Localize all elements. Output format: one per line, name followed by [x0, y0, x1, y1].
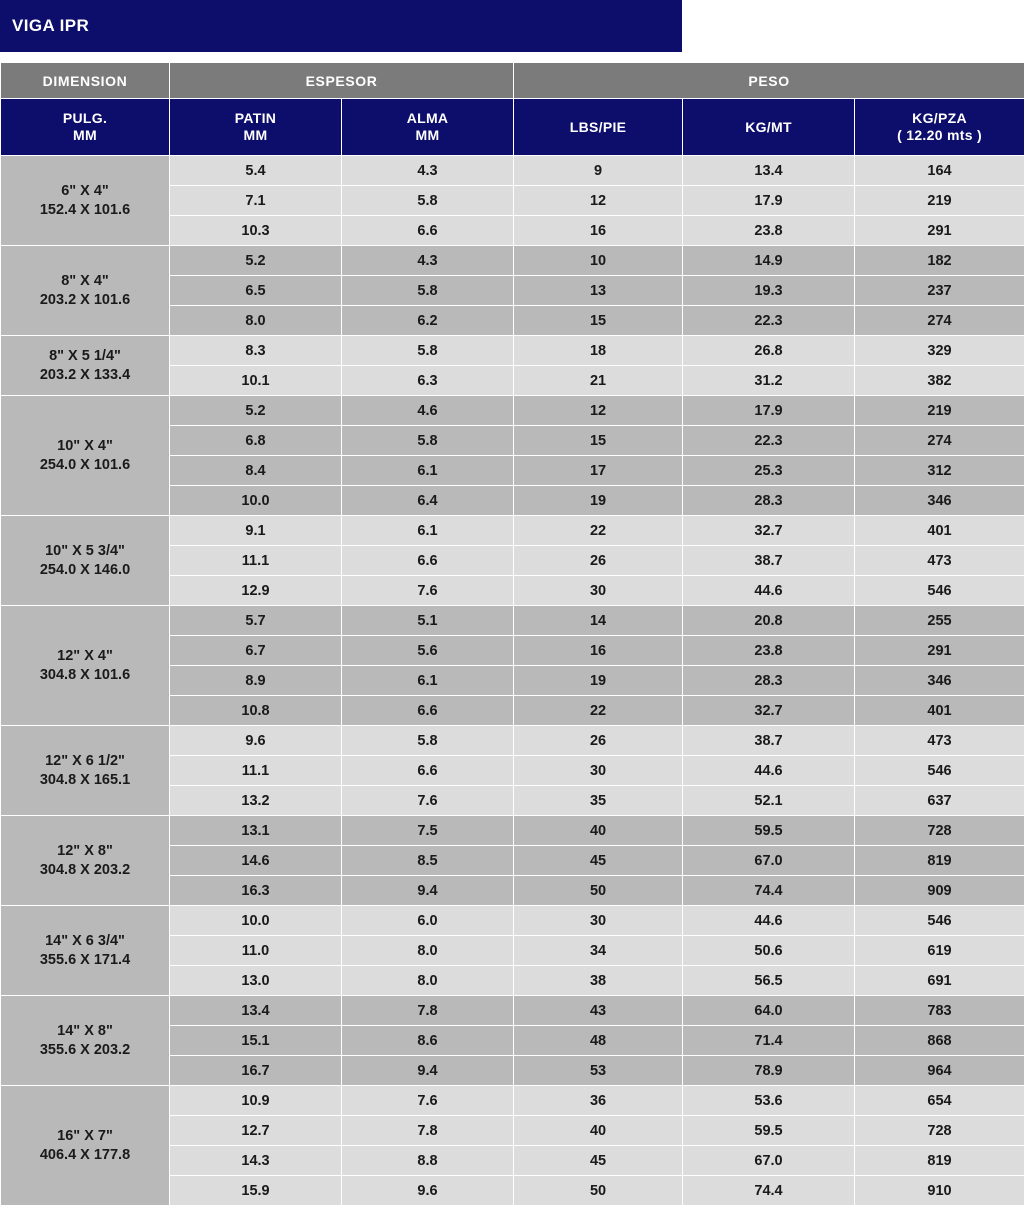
dimension-mm: 254.0 X 101.6: [39, 456, 131, 473]
dimension-cell: [1, 1086, 170, 1206]
cell-kg-pza: 401: [855, 516, 1025, 546]
cell-lbs-pie: 26: [514, 726, 683, 756]
cell-lbs-pie: 50: [514, 876, 683, 906]
cell-lbs-pie: 15: [514, 426, 683, 456]
cell-patin: 13.0: [170, 966, 342, 996]
cell-alma: 9.6: [342, 1176, 514, 1206]
cell-alma: 6.4: [342, 486, 514, 516]
dimension-cell: [1, 906, 170, 996]
dimension-inches: 10" X 4": [57, 437, 113, 454]
cell-patin: 12.9: [170, 576, 342, 606]
cell-patin: 10.9: [170, 1086, 342, 1116]
cell-alma: 7.6: [342, 1086, 514, 1116]
cell-patin: 5.7: [170, 606, 342, 636]
dimension-mm: 355.6 X 171.4: [39, 951, 131, 968]
cell-kg-mt: 14.9: [683, 246, 855, 276]
cell-kg-pza: 274: [855, 426, 1025, 456]
cell-alma: 5.8: [342, 276, 514, 306]
cell-kg-pza: 312: [855, 456, 1025, 486]
cell-lbs-pie: 19: [514, 666, 683, 696]
dimension-mm: 254.0 X 146.0: [39, 561, 131, 578]
table-row: [1, 1086, 1025, 1116]
cell-kg-pza: 619: [855, 936, 1025, 966]
cell-kg-pza: 909: [855, 876, 1025, 906]
column-header-lbs-pie-line1: LBS/PIE: [569, 118, 627, 135]
cell-kg-mt: 59.5: [683, 816, 855, 846]
cell-kg-pza: 329: [855, 336, 1025, 366]
column-header-patin-mm: [170, 99, 342, 156]
cell-kg-mt: 28.3: [683, 486, 855, 516]
cell-kg-mt: 31.2: [683, 366, 855, 396]
cell-lbs-pie: 40: [514, 816, 683, 846]
cell-kg-pza: 546: [855, 906, 1025, 936]
cell-lbs-pie: 12: [514, 396, 683, 426]
cell-patin: 8.0: [170, 306, 342, 336]
cell-patin: 7.1: [170, 186, 342, 216]
cell-patin: 5.4: [170, 156, 342, 186]
cell-kg-mt: 74.4: [683, 876, 855, 906]
cell-lbs-pie: 45: [514, 846, 683, 876]
cell-kg-pza: 255: [855, 606, 1025, 636]
cell-lbs-pie: 9: [514, 156, 683, 186]
cell-patin: 6.8: [170, 426, 342, 456]
cell-alma: 7.8: [342, 1116, 514, 1146]
cell-lbs-pie: 30: [514, 756, 683, 786]
column-header-alma-mm: [342, 99, 514, 156]
cell-alma: 8.0: [342, 936, 514, 966]
cell-alma: 5.8: [342, 186, 514, 216]
cell-lbs-pie: 30: [514, 906, 683, 936]
cell-kg-mt: 67.0: [683, 1146, 855, 1176]
table-body: [1, 156, 1025, 1206]
cell-kg-mt: 25.3: [683, 456, 855, 486]
cell-alma: 6.1: [342, 666, 514, 696]
cell-patin: 5.2: [170, 246, 342, 276]
cell-kg-mt: 19.3: [683, 276, 855, 306]
cell-alma: 4.3: [342, 156, 514, 186]
dimension-inches: 6" X 4": [61, 182, 109, 199]
cell-kg-mt: 28.3: [683, 666, 855, 696]
cell-kg-pza: 728: [855, 1116, 1025, 1146]
cell-alma: 6.0: [342, 906, 514, 936]
cell-patin: 16.7: [170, 1056, 342, 1086]
cell-patin: 9.1: [170, 516, 342, 546]
cell-kg-mt: 67.0: [683, 846, 855, 876]
cell-lbs-pie: 36: [514, 1086, 683, 1116]
cell-patin: 15.9: [170, 1176, 342, 1206]
cell-lbs-pie: 48: [514, 1026, 683, 1056]
table-row: [1, 246, 1025, 276]
cell-kg-mt: 52.1: [683, 786, 855, 816]
cell-lbs-pie: 12: [514, 186, 683, 216]
dimension-mm: 304.8 X 101.6: [39, 666, 131, 683]
cell-kg-mt: 71.4: [683, 1026, 855, 1056]
cell-alma: 7.5: [342, 816, 514, 846]
column-header-kg-pza-line1: KG/PZA: [912, 110, 967, 126]
cell-kg-pza: 473: [855, 546, 1025, 576]
cell-alma: 8.0: [342, 966, 514, 996]
table-row: [1, 606, 1025, 636]
column-header-alma-line1: ALMA: [406, 110, 449, 126]
cell-kg-pza: 546: [855, 756, 1025, 786]
cell-kg-pza: 819: [855, 846, 1025, 876]
table-row: [1, 156, 1025, 186]
dimension-mm: 203.2 X 133.4: [39, 366, 131, 383]
cell-kg-pza: 274: [855, 306, 1025, 336]
cell-kg-mt: 22.3: [683, 306, 855, 336]
cell-lbs-pie: 18: [514, 336, 683, 366]
dimension-cell: [1, 726, 170, 816]
cell-patin: 13.1: [170, 816, 342, 846]
cell-patin: 6.5: [170, 276, 342, 306]
cell-kg-pza: 346: [855, 486, 1025, 516]
column-header-kg-mt: [683, 99, 855, 156]
cell-kg-pza: 237: [855, 276, 1025, 306]
table-row: [1, 396, 1025, 426]
dimension-cell: [1, 156, 170, 246]
cell-kg-mt: 22.3: [683, 426, 855, 456]
cell-kg-mt: 20.8: [683, 606, 855, 636]
cell-alma: 6.6: [342, 546, 514, 576]
cell-patin: 8.4: [170, 456, 342, 486]
cell-kg-mt: 44.6: [683, 906, 855, 936]
dimension-cell: [1, 816, 170, 906]
cell-alma: 6.3: [342, 366, 514, 396]
column-header-pulg-mm: [1, 99, 170, 156]
dimension-inches: 16" X 7": [57, 1127, 113, 1144]
cell-kg-mt: 32.7: [683, 696, 855, 726]
cell-lbs-pie: 34: [514, 936, 683, 966]
dimension-inches: 12" X 6 1/2": [45, 752, 125, 769]
cell-lbs-pie: 53: [514, 1056, 683, 1086]
cell-kg-mt: 56.5: [683, 966, 855, 996]
viga-ipr-spec-table: [0, 62, 1025, 1206]
dimension-mm: 152.4 X 101.6: [39, 201, 131, 218]
column-header-kg-mt-line1: KG/MT: [745, 118, 792, 135]
table-row: [1, 996, 1025, 1026]
cell-lbs-pie: 13: [514, 276, 683, 306]
cell-kg-pza: 728: [855, 816, 1025, 846]
dimension-mm: 304.8 X 165.1: [39, 771, 131, 788]
table-sub-header-row: [1, 99, 1025, 156]
dimension-cell: [1, 516, 170, 606]
cell-kg-mt: 44.6: [683, 756, 855, 786]
cell-alma: 4.3: [342, 246, 514, 276]
column-header-pulg-line1: PULG.: [62, 110, 108, 126]
cell-kg-mt: 23.8: [683, 636, 855, 666]
cell-kg-pza: 291: [855, 216, 1025, 246]
cell-patin: 9.6: [170, 726, 342, 756]
cell-kg-pza: 546: [855, 576, 1025, 606]
cell-lbs-pie: 15: [514, 306, 683, 336]
cell-kg-pza: 473: [855, 726, 1025, 756]
cell-alma: 5.6: [342, 636, 514, 666]
dimension-mm: 355.6 X 203.2: [39, 1041, 131, 1058]
dimension-cell: [1, 606, 170, 726]
cell-lbs-pie: 40: [514, 1116, 683, 1146]
cell-patin: 11.1: [170, 546, 342, 576]
cell-lbs-pie: 19: [514, 486, 683, 516]
dimension-inches: 10" X 5 3/4": [45, 542, 125, 559]
table-row: [1, 816, 1025, 846]
dimension-mm: 203.2 X 101.6: [39, 291, 131, 308]
cell-alma: 9.4: [342, 1056, 514, 1086]
cell-lbs-pie: 43: [514, 996, 683, 1026]
cell-kg-mt: 38.7: [683, 546, 855, 576]
cell-patin: 14.6: [170, 846, 342, 876]
cell-kg-pza: 964: [855, 1056, 1025, 1086]
column-header-kg-pza: [855, 99, 1025, 156]
group-header-dimension: DIMENSION: [1, 63, 170, 99]
cell-lbs-pie: 50: [514, 1176, 683, 1206]
group-header-espesor: ESPESOR: [170, 63, 514, 99]
cell-kg-pza: 637: [855, 786, 1025, 816]
cell-patin: 8.3: [170, 336, 342, 366]
cell-kg-mt: 78.9: [683, 1056, 855, 1086]
dimension-inches: 12" X 8": [57, 842, 113, 859]
cell-kg-pza: 691: [855, 966, 1025, 996]
column-header-lbs-pie: [514, 99, 683, 156]
cell-patin: 12.7: [170, 1116, 342, 1146]
dimension-cell: [1, 996, 170, 1086]
dimension-cell: [1, 336, 170, 396]
cell-patin: 10.1: [170, 366, 342, 396]
cell-lbs-pie: 16: [514, 216, 683, 246]
cell-kg-pza: 182: [855, 246, 1025, 276]
cell-kg-mt: 38.7: [683, 726, 855, 756]
column-header-alma-line2: MM: [415, 127, 440, 143]
cell-lbs-pie: 17: [514, 456, 683, 486]
cell-patin: 11.0: [170, 936, 342, 966]
page-title-banner: [0, 0, 682, 52]
cell-kg-mt: 17.9: [683, 186, 855, 216]
dimension-inches: 14" X 8": [57, 1022, 113, 1039]
column-header-patin-line1: PATIN: [234, 110, 277, 126]
cell-alma: 4.6: [342, 396, 514, 426]
cell-kg-pza: 654: [855, 1086, 1025, 1116]
cell-lbs-pie: 45: [514, 1146, 683, 1176]
table-group-header-row: [1, 63, 1025, 99]
cell-kg-mt: 17.9: [683, 396, 855, 426]
cell-kg-mt: 44.6: [683, 576, 855, 606]
cell-lbs-pie: 16: [514, 636, 683, 666]
cell-kg-mt: 50.6: [683, 936, 855, 966]
cell-kg-pza: 401: [855, 696, 1025, 726]
table-row: [1, 516, 1025, 546]
page-title: VIGA IPR: [12, 16, 90, 35]
cell-lbs-pie: 22: [514, 516, 683, 546]
cell-patin: 14.3: [170, 1146, 342, 1176]
cell-lbs-pie: 30: [514, 576, 683, 606]
cell-alma: 6.6: [342, 216, 514, 246]
cell-patin: 5.2: [170, 396, 342, 426]
table-head: [1, 63, 1025, 156]
column-header-pulg-line2: MM: [73, 127, 97, 143]
cell-lbs-pie: 38: [514, 966, 683, 996]
cell-kg-pza: 164: [855, 156, 1025, 186]
cell-kg-pza: 868: [855, 1026, 1025, 1056]
cell-alma: 8.6: [342, 1026, 514, 1056]
cell-alma: 5.1: [342, 606, 514, 636]
cell-alma: 6.6: [342, 696, 514, 726]
cell-lbs-pie: 26: [514, 546, 683, 576]
cell-patin: 10.0: [170, 486, 342, 516]
cell-alma: 6.1: [342, 516, 514, 546]
column-header-patin-line2: MM: [243, 127, 268, 143]
cell-lbs-pie: 35: [514, 786, 683, 816]
cell-alma: 5.8: [342, 726, 514, 756]
cell-kg-mt: 59.5: [683, 1116, 855, 1146]
cell-lbs-pie: 10: [514, 246, 683, 276]
cell-patin: 10.3: [170, 216, 342, 246]
dimension-mm: 304.8 X 203.2: [39, 861, 131, 878]
group-header-peso: PESO: [514, 63, 1025, 99]
cell-lbs-pie: 14: [514, 606, 683, 636]
cell-kg-mt: 32.7: [683, 516, 855, 546]
cell-alma: 8.8: [342, 1146, 514, 1176]
cell-alma: 7.6: [342, 786, 514, 816]
cell-patin: 10.8: [170, 696, 342, 726]
cell-kg-mt: 13.4: [683, 156, 855, 186]
cell-patin: 6.7: [170, 636, 342, 666]
cell-kg-pza: 291: [855, 636, 1025, 666]
cell-alma: 5.8: [342, 336, 514, 366]
dimension-inches: 8" X 4": [61, 272, 109, 289]
cell-patin: 13.4: [170, 996, 342, 1026]
cell-kg-mt: 26.8: [683, 336, 855, 366]
cell-patin: 8.9: [170, 666, 342, 696]
dimension-cell: [1, 246, 170, 336]
cell-alma: 5.8: [342, 426, 514, 456]
table-row: [1, 726, 1025, 756]
cell-kg-mt: 53.6: [683, 1086, 855, 1116]
cell-patin: 15.1: [170, 1026, 342, 1056]
cell-alma: 9.4: [342, 876, 514, 906]
cell-kg-pza: 783: [855, 996, 1025, 1026]
cell-lbs-pie: 22: [514, 696, 683, 726]
cell-alma: 6.6: [342, 756, 514, 786]
cell-kg-pza: 346: [855, 666, 1025, 696]
cell-alma: 8.5: [342, 846, 514, 876]
dimension-cell: [1, 396, 170, 516]
cell-alma: 7.8: [342, 996, 514, 1026]
dimension-inches: 14" X 6 3/4": [45, 932, 125, 949]
dimension-inches: 12" X 4": [57, 647, 113, 664]
table-row: [1, 336, 1025, 366]
cell-kg-pza: 910: [855, 1176, 1025, 1206]
cell-kg-mt: 74.4: [683, 1176, 855, 1206]
dimension-mm: 406.4 X 177.8: [39, 1146, 131, 1163]
cell-alma: 6.1: [342, 456, 514, 486]
cell-kg-pza: 219: [855, 186, 1025, 216]
dimension-inches: 8" X 5 1/4": [49, 347, 121, 364]
cell-kg-pza: 219: [855, 396, 1025, 426]
cell-patin: 13.2: [170, 786, 342, 816]
column-header-kg-pza-line2: ( 12.20 mts ): [897, 127, 982, 143]
cell-alma: 7.6: [342, 576, 514, 606]
cell-kg-pza: 819: [855, 1146, 1025, 1176]
cell-kg-mt: 64.0: [683, 996, 855, 1026]
table-row: [1, 906, 1025, 936]
cell-patin: 16.3: [170, 876, 342, 906]
cell-alma: 6.2: [342, 306, 514, 336]
cell-patin: 11.1: [170, 756, 342, 786]
cell-kg-pza: 382: [855, 366, 1025, 396]
cell-patin: 10.0: [170, 906, 342, 936]
cell-lbs-pie: 21: [514, 366, 683, 396]
cell-kg-mt: 23.8: [683, 216, 855, 246]
